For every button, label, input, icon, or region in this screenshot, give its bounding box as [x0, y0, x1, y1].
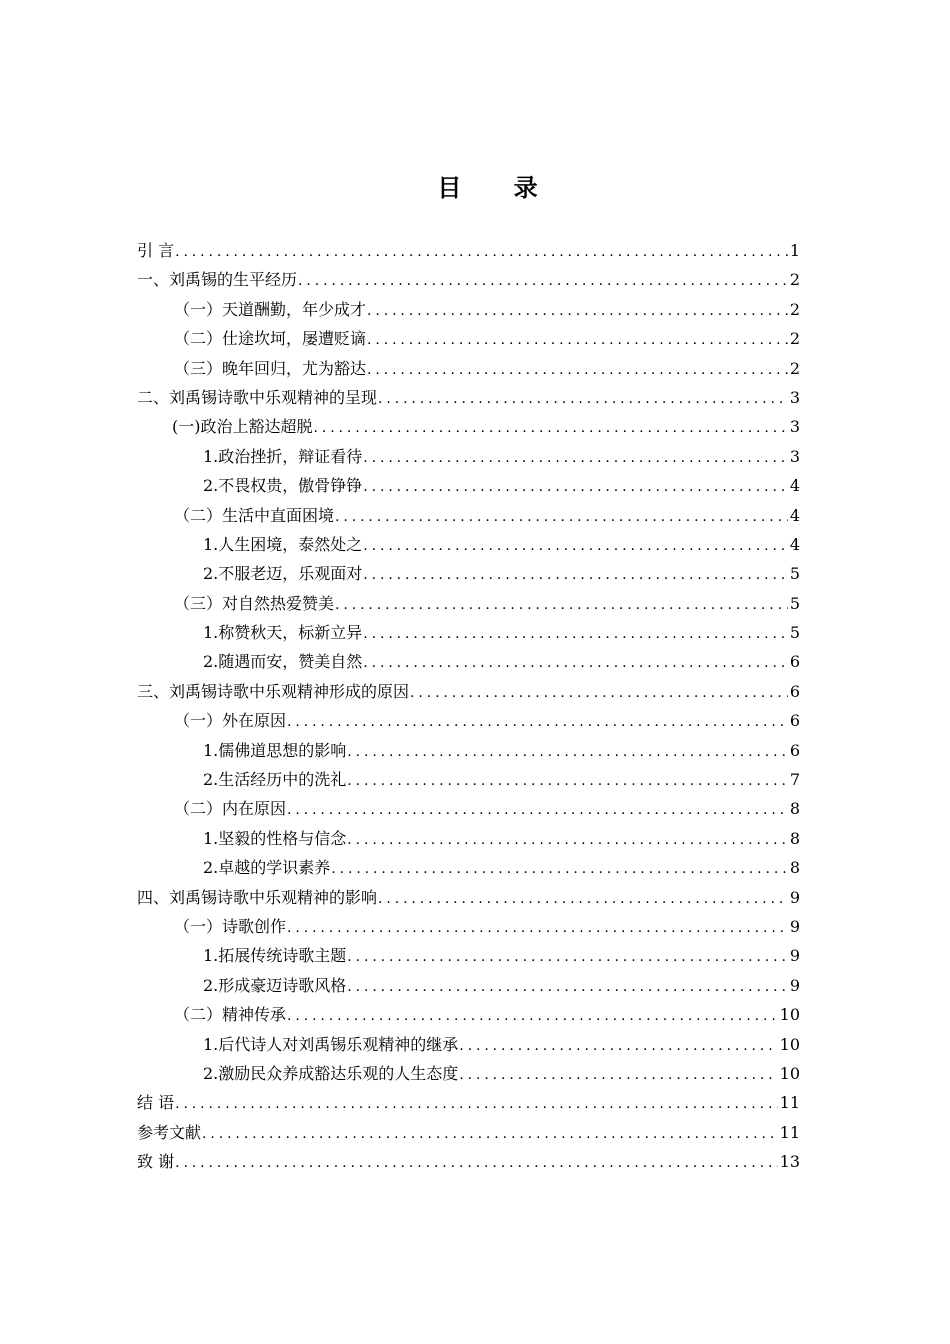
toc-entry[interactable] — [137, 883, 800, 912]
toc-entry-page-number: 2 — [789, 270, 800, 290]
toc-entry-page-number: 4 — [789, 505, 800, 525]
toc-entry-page-number: 9 — [789, 887, 800, 907]
toc-entry-title: 2.形成豪迈诗歌风格 — [203, 975, 347, 995]
toc-entry-title: 1.拓展传统诗歌主题 — [203, 946, 347, 966]
toc-entry[interactable] — [137, 1147, 800, 1176]
toc-entry[interactable] — [137, 559, 800, 588]
toc-entry-title: （三）晚年回归，尤为豁达 — [174, 358, 367, 378]
toc-dot-leader — [363, 444, 788, 473]
toc-dot-leader — [175, 238, 788, 267]
toc-dot-leader — [367, 326, 788, 355]
toc-entry[interactable] — [137, 412, 800, 441]
toc-dot-leader — [314, 414, 788, 443]
toc-entry[interactable] — [137, 236, 800, 265]
toc-entry[interactable] — [137, 324, 800, 353]
toc-dot-leader — [363, 620, 788, 649]
toc-entry[interactable] — [137, 941, 800, 970]
toc-entry[interactable] — [137, 971, 800, 1000]
toc-entry[interactable] — [137, 354, 800, 383]
toc-dot-leader — [335, 591, 788, 620]
toc-entry-page-number: 9 — [789, 946, 800, 966]
toc-entry-title: 1.人生困境，泰然处之 — [203, 534, 363, 554]
toc-entry-title: 2.生活经历中的洗礼 — [203, 770, 347, 790]
toc-entry[interactable] — [137, 589, 800, 618]
toc-entry-page-number: 7 — [789, 770, 800, 790]
toc-entry[interactable] — [137, 853, 800, 882]
toc-entry-title: 一、刘禹锡的生平经历 — [137, 270, 298, 290]
toc-entry-page-number: 10 — [779, 1034, 800, 1054]
toc-entry-page-number: 3 — [789, 417, 800, 437]
toc-dot-leader — [202, 1120, 778, 1149]
toc-entry[interactable] — [137, 824, 800, 853]
toc-entry[interactable] — [137, 794, 800, 823]
toc-dot-leader — [367, 356, 788, 385]
toc-entry-page-number: 9 — [789, 975, 800, 995]
table-of-contents — [137, 236, 800, 1177]
toc-entry[interactable] — [137, 383, 800, 412]
toc-entry-page-number: 8 — [789, 858, 800, 878]
toc-dot-leader — [363, 561, 788, 590]
toc-entry[interactable] — [137, 1088, 800, 1117]
toc-entry[interactable] — [137, 530, 800, 559]
toc-entry-title: （二）精神传承 — [174, 1005, 287, 1025]
toc-dot-leader — [363, 532, 788, 561]
toc-entry-page-number: 5 — [789, 593, 800, 613]
toc-entry-title: （二）仕途坎坷，屡遭贬谪 — [174, 329, 367, 349]
toc-dot-leader — [347, 943, 788, 972]
toc-entry-page-number: 6 — [789, 740, 800, 760]
toc-entry[interactable] — [137, 265, 800, 294]
toc-entry-title: 引 言 — [137, 241, 175, 260]
toc-entry-title: 1.后代诗人对刘禹锡乐观精神的继承 — [203, 1034, 459, 1054]
toc-entry-title: （一）外在原因 — [174, 711, 287, 731]
toc-dot-leader — [287, 796, 788, 825]
toc-entry-page-number: 2 — [789, 358, 800, 378]
toc-entry[interactable] — [137, 1000, 800, 1029]
toc-entry-title: 四、刘禹锡诗歌中乐观精神的影响 — [137, 887, 378, 907]
toc-dot-leader — [378, 885, 788, 914]
toc-entry-page-number: 2 — [789, 329, 800, 349]
toc-entry[interactable] — [137, 442, 800, 471]
toc-entry-title: 1.称赞秋天，标新立异 — [203, 623, 363, 643]
toc-dot-leader — [331, 855, 788, 884]
toc-entry-title: 三、刘禹锡诗歌中乐观精神形成的原因 — [137, 681, 410, 701]
toc-dot-leader — [347, 738, 788, 767]
toc-entry-title: (一)政治上豁达超脱 — [172, 417, 313, 437]
toc-entry-title: 1.坚毅的性格与信念 — [203, 828, 347, 848]
toc-entry-page-number: 10 — [779, 1063, 800, 1083]
toc-entry[interactable] — [137, 647, 800, 676]
toc-entry[interactable] — [137, 1118, 800, 1147]
toc-dot-leader — [298, 267, 788, 296]
toc-entry[interactable] — [137, 912, 800, 941]
toc-entry-title: 致 谢 — [137, 1152, 175, 1172]
toc-entry-page-number: 1 — [789, 241, 800, 260]
toc-entry-title: 1.儒佛道思想的影响 — [203, 740, 347, 760]
toc-entry-page-number: 10 — [779, 1005, 800, 1025]
toc-entry-page-number: 9 — [789, 916, 800, 936]
toc-entry-title: （一）诗歌创作 — [174, 916, 287, 936]
toc-entry-page-number: 3 — [789, 446, 800, 466]
toc-entry-title: （二）内在原因 — [174, 799, 287, 819]
toc-entry-title: 2.激励民众养成豁达乐观的人生态度 — [203, 1063, 459, 1083]
toc-entry-title: （一）天道酬勤，年少成才 — [174, 299, 367, 319]
toc-entry-title: 2.不畏权贵，傲骨铮铮 — [203, 476, 363, 496]
toc-dot-leader — [363, 649, 788, 678]
toc-dot-leader — [347, 767, 788, 796]
toc-entry[interactable] — [137, 765, 800, 794]
toc-entry-page-number: 4 — [789, 476, 800, 496]
toc-entry-title: （二）生活中直面困境 — [174, 505, 335, 525]
toc-entry[interactable] — [137, 1059, 800, 1088]
toc-entry-title: 2.随遇而安，赞美自然 — [203, 652, 363, 672]
toc-entry-page-number: 2 — [789, 299, 800, 319]
toc-dot-leader — [459, 1061, 777, 1090]
toc-entry-title: 二、刘禹锡诗歌中乐观精神的呈现 — [137, 387, 378, 407]
toc-dot-leader — [378, 385, 788, 414]
toc-entry-page-number: 6 — [789, 681, 800, 701]
toc-dot-leader — [175, 1090, 778, 1119]
toc-entry[interactable] — [137, 471, 800, 500]
toc-dot-leader — [459, 1032, 777, 1061]
toc-dot-leader — [335, 503, 788, 532]
toc-dot-leader — [363, 473, 788, 502]
toc-dot-leader — [367, 297, 788, 326]
toc-entry-title: 结 语 — [137, 1093, 175, 1113]
toc-entry-page-number: 5 — [789, 564, 800, 584]
toc-entry[interactable] — [137, 618, 800, 647]
toc-entry[interactable] — [137, 736, 800, 765]
toc-entry-title: 2.卓越的学识素养 — [203, 858, 331, 878]
toc-entry[interactable] — [137, 501, 800, 530]
toc-entry[interactable] — [137, 1030, 800, 1059]
toc-entry-page-number: 6 — [789, 711, 800, 731]
toc-dot-leader — [410, 679, 788, 708]
toc-title: 目 录 — [437, 174, 560, 202]
toc-entry[interactable] — [137, 295, 800, 324]
toc-entry-page-number: 4 — [789, 534, 800, 554]
toc-dot-leader — [287, 1002, 778, 1031]
toc-entry-page-number: 13 — [779, 1152, 800, 1172]
toc-entry-title: （三）对自然热爱赞美 — [174, 593, 335, 613]
toc-dot-leader — [347, 973, 788, 1002]
toc-dot-leader — [287, 914, 788, 943]
toc-entry-title: 1.政治挫折，辩证看待 — [203, 446, 363, 466]
toc-dot-leader — [347, 826, 788, 855]
toc-entry-page-number: 8 — [789, 799, 800, 819]
toc-entry-title: 2.不服老迈，乐观面对 — [203, 564, 363, 584]
toc-entry-page-number: 11 — [779, 1093, 800, 1113]
toc-entry[interactable] — [137, 677, 800, 706]
toc-entry-page-number: 6 — [789, 652, 800, 672]
toc-dot-leader — [287, 708, 788, 737]
toc-entry-page-number: 11 — [779, 1122, 800, 1142]
toc-entry-page-number: 8 — [789, 828, 800, 848]
toc-entry-title: 参考文献 — [137, 1122, 202, 1142]
toc-entry-page-number: 5 — [789, 623, 800, 643]
toc-dot-leader — [175, 1149, 778, 1178]
toc-entry[interactable] — [137, 706, 800, 735]
toc-entry-page-number: 3 — [789, 387, 800, 407]
